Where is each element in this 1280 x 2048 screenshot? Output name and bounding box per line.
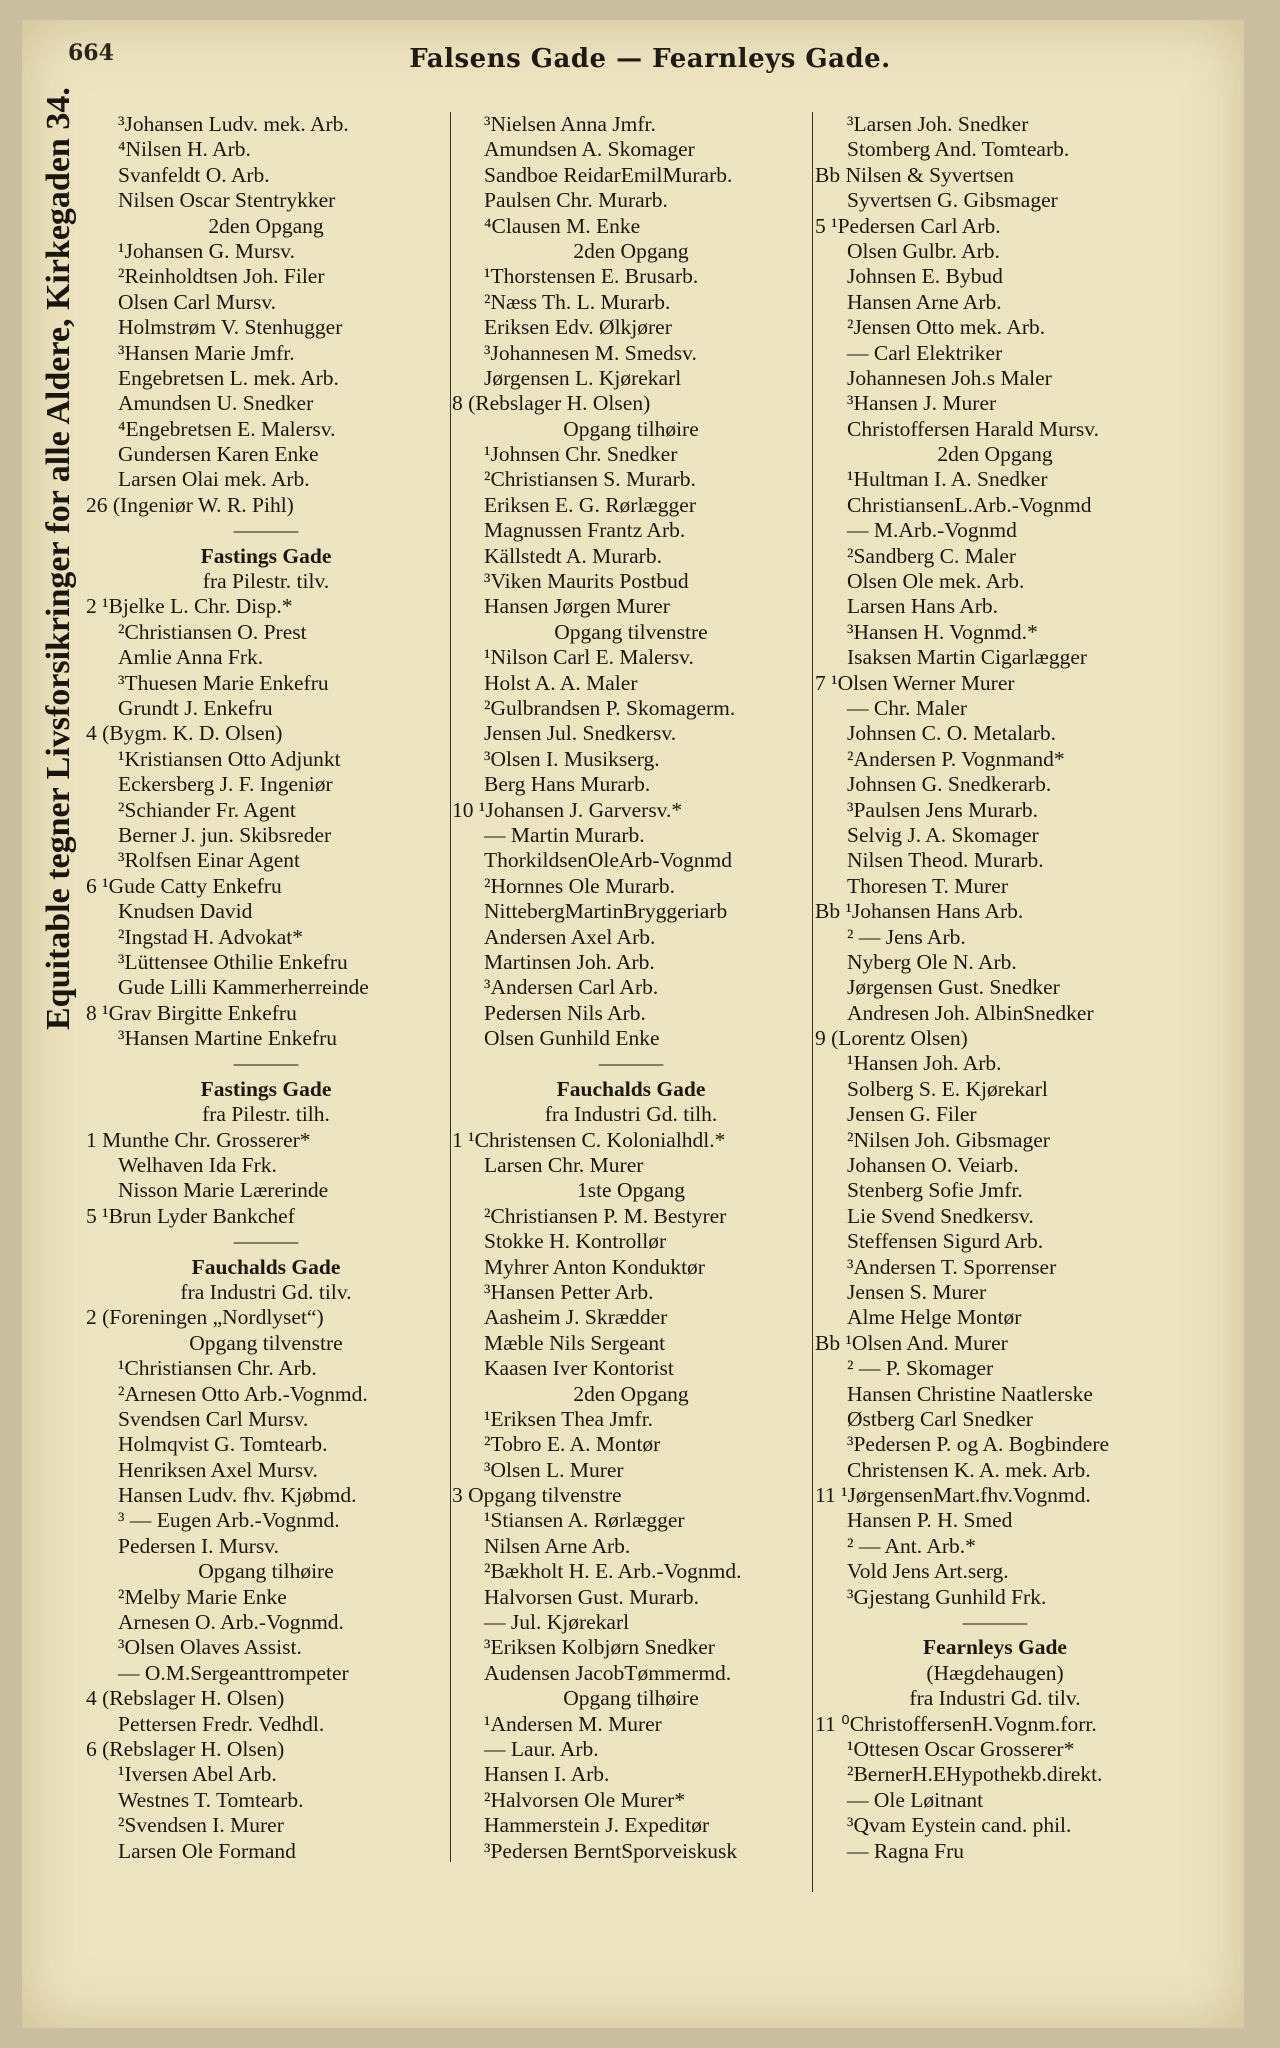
directory-entry: Engebretsen L. mek. Arb.: [118, 365, 339, 390]
directory-entry: Olsen Carl Mursv.: [118, 289, 277, 314]
directory-entry: 5 ¹Pedersen Carl Arb.: [815, 213, 1001, 238]
directory-entry: Nilsen Arne Arb.: [484, 1533, 631, 1558]
directory-entry: Hansen Jørgen Murer: [484, 594, 670, 619]
directory-entry: — Jul. Kjørekarl: [484, 1610, 630, 1635]
directory-entry: ³Gjestang Gunhild Frk.: [847, 1584, 1047, 1609]
directory-entry: Stomberg And. Tomtearb.: [847, 137, 1070, 162]
directory-entry: Stokke H. Kontrollør: [484, 1229, 667, 1254]
directory-entry: Andresen Joh. AlbinSnedker: [847, 1000, 1094, 1025]
directory-entry: ChristiansenL.Arb.-Vognmd: [847, 492, 1092, 517]
directory-entry: Andersen Axel Arb.: [484, 924, 656, 949]
directory-entry: ¹Iversen Abel Arb.: [118, 1762, 277, 1787]
directory-entry: Eriksen Edv. Ølkjører: [484, 315, 672, 340]
directory-entry: Pedersen I. Mursv.: [118, 1533, 280, 1558]
directory-entry: ²Christiansen S. Murarb.: [484, 467, 696, 492]
directory-entry: ⁴Engebretsen E. Malersv.: [118, 416, 336, 441]
directory-entry: Stenberg Sofie Jmfr.: [847, 1178, 1023, 1203]
directory-entry: 8 (Rebslager H. Olsen): [452, 391, 651, 416]
section-label: ———: [598, 1051, 664, 1076]
directory-entry: Larsen Hans Arb.: [847, 594, 999, 619]
directory-entry: Christensen K. A. mek. Arb.: [847, 1457, 1091, 1482]
directory-entry: ²Melby Marie Enke: [118, 1584, 287, 1609]
directory-entry: Gude Lilli Kammerherreinde: [118, 975, 369, 1000]
directory-entry: ¹Thorstensen E. Brusarb.: [484, 264, 699, 289]
directory-entry: ¹Ottesen Oscar Grosserer*: [847, 1737, 1075, 1761]
directory-entry: Jensen G. Filer: [847, 1102, 977, 1127]
directory-entry: ²Christiansen O. Prest: [118, 619, 307, 644]
directory-entry: ¹Stiansen A. Rørlægger: [484, 1508, 685, 1533]
directory-entry: Johnsen E. Bybud: [847, 264, 1003, 289]
directory-entry: Syvertsen G. Gibsmager: [847, 188, 1058, 213]
directory-entry: ³Johannesen M. Smedsv.: [484, 340, 697, 365]
directory-entry: ²Gulbrandsen P. Skomagerm.: [484, 695, 736, 720]
directory-entry: Larsen Ole Formand: [118, 1838, 296, 1863]
directory-entry: Magnussen Frantz Arb.: [484, 518, 686, 543]
directory-entry: 6 (Rebslager H. Olsen): [86, 1737, 285, 1761]
directory-entry: ³Hansen Marie Jmfr.: [118, 340, 295, 365]
directory-entry: 10 ¹Johansen J. Garversv.*: [452, 797, 683, 822]
directory-entry: Sandboe ReidarEmilMurarb.: [484, 162, 733, 187]
section-label: Opgang tilhøire: [563, 1686, 699, 1711]
directory-entry: Hansen Christine Naatlerske: [847, 1381, 1093, 1406]
directory-entry: — Chr. Maler: [847, 695, 968, 720]
section-label: Opgang tilhøire: [563, 416, 699, 441]
directory-entry: Welhaven Ida Frk.: [118, 1153, 277, 1178]
directory-entry: ³Andersen Carl Arb.: [484, 975, 659, 1000]
column-rule: [812, 112, 813, 1892]
directory-entry: Audensen JacobTømmermd.: [484, 1660, 732, 1685]
directory-entry: Johannesen Joh.s Maler: [847, 365, 1052, 390]
directory-entry: Hammerstein J. Expeditør: [484, 1813, 710, 1838]
directory-entry: Pedersen Nils Arb.: [484, 1000, 646, 1025]
directory-entry: Johnsen G. Snedkerarb.: [847, 772, 1052, 797]
directory-entry: ¹Kristiansen Otto Adjunkt: [118, 746, 341, 771]
directory-entry: ³Paulsen Jens Murarb.: [847, 797, 1038, 822]
directory-entry: Johnsen C. O. Metalarb.: [847, 721, 1056, 746]
directory-entry: 11 ⁰ChristoffersenH.Vognm.forr.: [815, 1711, 1097, 1736]
directory-entry: 11 ¹JørgensenMart.fhv.Vognmd.: [815, 1483, 1091, 1508]
directory-entry: — Martin Murarb.: [484, 822, 645, 847]
directory-entry: ³Johansen Ludv. mek. Arb.: [118, 112, 349, 136]
directory-entry: ²Andersen P. Vognmand*: [847, 746, 1065, 771]
directory-entry: Källstedt A. Murarb.: [484, 543, 662, 568]
directory-entry: Isaksen Martin Cigarlægger: [847, 645, 1088, 670]
section-label: ———: [233, 1229, 299, 1254]
directory-entry: ² — Ant. Arb.*: [847, 1533, 976, 1558]
directory-entry: ¹Christiansen Chr. Arb.: [118, 1356, 317, 1381]
directory-entry: Nisson Marie Lærerinde: [118, 1178, 329, 1203]
directory-entry: Solberg S. E. Kjørekarl: [847, 1076, 1048, 1101]
directory-entry: Holmqvist G. Tomtearb.: [118, 1432, 328, 1457]
directory-entry: — Laur. Arb.: [484, 1737, 599, 1761]
directory-entry: 6 ¹Gude Catty Enkefru: [86, 873, 282, 898]
directory-entry: Myhrer Anton Konduktør: [484, 1254, 705, 1279]
section-label: fra Pilestr. tilv.: [202, 569, 330, 594]
directory-entry: 1 Munthe Chr. Grosserer*: [86, 1127, 311, 1152]
directory-entry: ³Hansen J. Murer: [847, 391, 997, 416]
directory-entry: Hansen I. Arb.: [484, 1762, 610, 1787]
directory-entry: 26 (Ingeniør W. R. Pihl): [86, 492, 294, 517]
directory-entry: Gundersen Karen Enke: [118, 442, 319, 467]
directory-entry: Christoffersen Harald Mursv.: [847, 416, 1099, 441]
directory-entry: Selvig J. A. Skomager: [847, 822, 1039, 847]
street-heading: Fauchalds Gade: [191, 1254, 341, 1279]
directory-entry: ⁴Nilsen H. Arb.: [118, 137, 251, 162]
directory-entry: 2 ¹Bjelke L. Chr. Disp.*: [86, 594, 293, 619]
directory-entry: Jensen Jul. Snedkersv.: [484, 721, 677, 746]
directory-entry: Amundsen A. Skomager: [484, 137, 695, 162]
directory-entry: 7 ¹Olsen Werner Murer: [815, 670, 1015, 695]
directory-entry: ³Thuesen Marie Enkefru: [118, 670, 329, 695]
directory-entry: 3 Opgang tilvenstre: [452, 1483, 622, 1508]
directory-entry: Holst A. A. Maler: [484, 670, 638, 695]
directory-entry: Knudsen David: [118, 899, 253, 924]
section-label: ———: [233, 518, 299, 543]
section-label: fra Industri Gd. tilv.: [909, 1686, 1081, 1711]
directory-entry: Svendsen Carl Mursv.: [118, 1406, 309, 1431]
section-label: (Hægdehaugen): [926, 1660, 1064, 1685]
directory-entry: ³Rolfsen Einar Agent: [118, 848, 300, 873]
street-heading: Fastings Gade: [200, 1076, 332, 1101]
directory-entry: ³Nielsen Anna Jmfr.: [484, 112, 656, 136]
directory-entry: Nilsen Theod. Murarb.: [847, 848, 1044, 873]
directory-entry: Jørgensen Gust. Snedker: [847, 975, 1060, 1000]
directory-entry: ²Halvorsen Ole Murer*: [484, 1787, 686, 1812]
street-heading: Fastings Gade: [200, 543, 332, 568]
directory-entry: Paulsen Chr. Murarb.: [484, 188, 668, 213]
directory-entry: Jørgensen L. Kjørekarl: [484, 365, 682, 390]
directory-entry: ²Ingstad H. Advokat*: [118, 924, 303, 949]
directory-entry: Svanfeldt O. Arb.: [118, 162, 270, 187]
directory-entry: ³Lüttensee Othilie Enkefru: [118, 949, 348, 974]
directory-entry: Alme Helge Montør: [847, 1305, 1022, 1330]
directory-entry: Hansen Arne Arb.: [847, 289, 1002, 314]
directory-entry: ³Olsen Olaves Assist.: [118, 1635, 302, 1660]
directory-entry: ²Tobro E. A. Montør: [484, 1432, 661, 1457]
directory-entry: Johansen O. Veiarb.: [847, 1153, 1019, 1178]
page-number: 664: [68, 40, 114, 66]
directory-entry: — Ragna Fru: [847, 1838, 965, 1863]
page-header: Falsens Gade — Fearnleys Gade.: [409, 44, 891, 74]
directory-entry: Berner J. jun. Skibsreder: [118, 822, 332, 847]
directory-entry: Mæble Nils Sergeant: [484, 1330, 666, 1355]
directory-entry: Olsen Gunhild Enke: [484, 1026, 660, 1051]
street-heading: Fearnleys Gade: [923, 1635, 1067, 1660]
directory-entry: ¹Johansen G. Mursv.: [118, 238, 296, 263]
directory-column-2: [452, 112, 810, 1864]
section-label: fra Pilestr. tilh.: [202, 1102, 330, 1127]
directory-entry: ²Christiansen P. M. Bestyrer: [484, 1203, 727, 1228]
directory-entry: ³Pedersen P. og A. Bogbindere: [847, 1432, 1110, 1457]
directory-entry: ²Svendsen I. Murer: [118, 1813, 284, 1838]
directory-entry: Arnesen O. Arb.-Vognmd.: [118, 1610, 344, 1635]
section-label: 1ste Opgang: [576, 1178, 686, 1203]
directory-entry: — O.M.Sergeanttrompeter: [118, 1660, 349, 1685]
directory-entry: ²Jensen Otto mek. Arb.: [847, 315, 1046, 340]
directory-entry: ²Bækholt H. E. Arb.-Vognmd.: [484, 1559, 742, 1584]
directory-entry: ³Hansen Petter Arb.: [484, 1279, 654, 1304]
directory-entry: ³Eriksen Kolbjørn Snedker: [484, 1635, 715, 1660]
directory-entry: Berg Hans Murarb.: [484, 772, 651, 797]
directory-entry: Halvorsen Gust. Murarb.: [484, 1584, 699, 1609]
directory-entry: 2 (Foreningen „Nordlyset“): [86, 1305, 324, 1330]
directory-entry: Eriksen E. G. Rørlægger: [484, 492, 696, 517]
directory-entry: Larsen Chr. Murer: [484, 1153, 644, 1178]
directory-entry: ¹Nilson Carl E. Malersv.: [484, 645, 694, 670]
street-heading: Fauchalds Gade: [556, 1076, 706, 1101]
directory-entry: Thoresen T. Murer: [847, 873, 1008, 898]
directory-entry: NittebergMartinBryggeriarb: [484, 899, 728, 924]
directory-entry: Eckersberg J. F. Ingeniør: [118, 772, 333, 797]
directory-entry: ¹Eriksen Thea Jmfr.: [484, 1406, 654, 1431]
directory-column-1: [86, 112, 446, 1864]
section-label: Opgang tilvenstre: [554, 619, 708, 644]
directory-entry: ²Sandberg C. Maler: [847, 543, 1017, 568]
section-label: 2den Opgang: [937, 442, 1053, 467]
section-label: Opgang tilvenstre: [189, 1330, 343, 1355]
directory-entry: Amundsen U. Snedker: [118, 391, 314, 416]
directory-entry: ³Olsen I. Musikserg.: [484, 746, 660, 771]
directory-entry: Westnes T. Tomtearb.: [118, 1787, 304, 1812]
directory-entry: Nilsen Oscar Stentrykker: [118, 188, 336, 213]
directory-entry: Nyberg Ole N. Arb.: [847, 949, 1017, 974]
directory-entry: ThorkildsenOleArb-Vognmd: [484, 848, 733, 873]
directory-entry: ²Hornnes Ole Murarb.: [484, 873, 675, 898]
section-label: Opgang tilhøire: [198, 1559, 334, 1584]
directory-entry: 4 (Bygm. K. D. Olsen): [86, 721, 283, 746]
directory-entry: Grundt J. Enkefru: [118, 695, 273, 720]
directory-entry: Henriksen Axel Mursv.: [118, 1457, 318, 1482]
directory-entry: Vold Jens Art.serg.: [847, 1559, 1009, 1584]
directory-entry: ⁴Clausen M. Enke: [484, 213, 641, 238]
directory-entry: ³Olsen L. Murer: [484, 1457, 624, 1482]
directory-entry: 5 ¹Brun Lyder Bankchef: [86, 1203, 295, 1228]
directory-entry: Larsen Olai mek. Arb.: [118, 467, 310, 492]
directory-entry: ²Schiander Fr. Agent: [118, 797, 296, 822]
section-label: 2den Opgang: [573, 238, 689, 263]
section-label: ———: [233, 1051, 299, 1076]
section-label: fra Industri Gd. tilh.: [544, 1102, 718, 1127]
directory-entry: Lie Svend Snedkersv.: [847, 1203, 1034, 1228]
directory-entry: 1 ¹Christensen C. Kolonialhdl.*: [452, 1127, 726, 1152]
directory-entry: ²Næss Th. L. Murarb.: [484, 289, 671, 314]
directory-entry: Holmstrøm V. Stenhugger: [118, 315, 343, 340]
directory-entry: Kaasen Iver Kontorist: [484, 1356, 674, 1381]
directory-entry: ²BernerH.EHypothekb.direkt.: [847, 1762, 1103, 1787]
section-label: fra Industri Gd. tilv.: [180, 1279, 352, 1304]
directory-entry: — M.Arb.-Vognmd: [847, 518, 1017, 543]
directory-entry: ¹Hansen Joh. Arb.: [847, 1051, 1002, 1076]
side-advertisement: Equitable tegner Livsforsikringer for alle Aldere, Kirkegaden 34.: [40, 87, 77, 1030]
directory-entry: ²Arnesen Otto Arb.-Vognmd.: [118, 1381, 368, 1406]
directory-entry: ²Nilsen Joh. Gibsmager: [847, 1127, 1050, 1152]
section-label: 2den Opgang: [208, 213, 324, 238]
directory-entry: ³Pedersen BerntSporveiskusk: [484, 1838, 738, 1863]
directory-entry: — Ole Løitnant: [847, 1787, 984, 1812]
section-label: 2den Opgang: [573, 1381, 689, 1406]
directory-entry: Bb Nilsen & Syvertsen: [815, 162, 1014, 187]
directory-entry: Steffensen Sigurd Arb.: [847, 1229, 1044, 1254]
directory-entry: Hansen P. H. Smed: [847, 1508, 1013, 1533]
directory-entry: Hansen Ludv. fhv. Kjøbmd.: [118, 1483, 357, 1508]
directory-entry: 8 ¹Grav Birgitte Enkefru: [86, 1000, 297, 1025]
directory-entry: ²Reinholdtsen Joh. Filer: [118, 264, 325, 289]
directory-column-3: [815, 112, 1175, 1864]
directory-entry: Martinsen Joh. Arb.: [484, 949, 655, 974]
directory-entry: Olsen Gulbr. Arb.: [847, 238, 1000, 263]
directory-entry: ³Qvam Eystein cand. phil.: [847, 1813, 1072, 1838]
directory-entry: ² — Jens Arb.: [847, 924, 966, 949]
directory-entry: ³Hansen H. Vognmd.*: [847, 619, 1038, 644]
directory-entry: ¹Andersen M. Murer: [484, 1711, 662, 1736]
column-rule: [450, 112, 451, 1862]
directory-entry: ³Andersen T. Sporrenser: [847, 1254, 1057, 1279]
directory-entry: Pettersen Fredr. Vedhdl.: [118, 1711, 325, 1736]
directory-entry: ³Hansen Martine Enkefru: [118, 1026, 337, 1051]
directory-entry: Bb ¹Olsen And. Murer: [815, 1330, 1008, 1355]
directory-entry: ³Viken Maurits Postbud: [484, 569, 689, 594]
directory-entry: Aasheim J. Skrædder: [484, 1305, 668, 1330]
directory-entry: Bb ¹Johansen Hans Arb.: [815, 899, 1024, 924]
section-label: ———: [962, 1610, 1028, 1635]
directory-entry: 9 (Lorentz Olsen): [815, 1026, 968, 1051]
directory-entry: ³ — Eugen Arb.-Vognmd.: [118, 1508, 340, 1533]
directory-entry: 4 (Rebslager H. Olsen): [86, 1686, 285, 1711]
directory-entry: Amlie Anna Frk.: [118, 645, 264, 670]
directory-entry: — Carl Elektriker: [847, 340, 1003, 365]
directory-entry: ¹Johnsen Chr. Snedker: [484, 442, 678, 467]
directory-entry: Jensen S. Murer: [847, 1279, 987, 1304]
directory-entry: ¹Hultman I. A. Snedker: [847, 467, 1048, 492]
directory-entry: ² — P. Skomager: [847, 1356, 994, 1381]
directory-entry: Olsen Ole mek. Arb.: [847, 569, 1025, 594]
directory-entry: Østberg Carl Snedker: [847, 1406, 1033, 1431]
directory-entry: ³Larsen Joh. Snedker: [847, 112, 1029, 136]
